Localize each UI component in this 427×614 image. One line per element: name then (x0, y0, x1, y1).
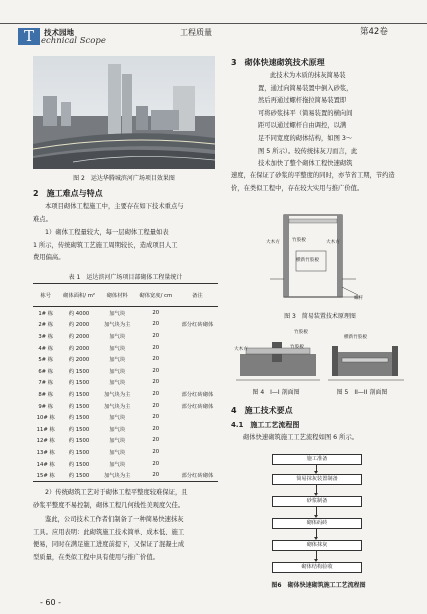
label-bolt: 螺杆 (354, 296, 364, 301)
table-cell: 10# 栋 (36, 415, 55, 422)
table-row (33, 307, 218, 319)
table-cell (177, 411, 218, 423)
table-row (33, 435, 218, 447)
table-cell: 3# 栋 (38, 333, 54, 340)
table-row (33, 365, 218, 377)
text-line: 速度，在保证了砂浆的平整度的同时，亦节省工期，节约造 (231, 172, 395, 179)
label-board4b: 竹胶板 (290, 345, 304, 350)
table-cell: 加气块 (109, 461, 126, 468)
text-line: 此技术为木质的抹灰简易装 (270, 72, 346, 79)
text-line: 1 所示，传统砌筑工艺施工周期较长，造成项目人工 (33, 241, 178, 249)
table-cell: 部分红砖砌体 (181, 403, 214, 410)
table-cell: 约 1500 (68, 403, 90, 410)
table-cell: 20 (152, 379, 160, 386)
table-cell: 加气块为主 (103, 391, 131, 398)
text-line: 价，在类似工程中，存在较大实用与推广价值。 (231, 184, 364, 192)
table-cell: 2# 栋 (38, 322, 54, 329)
text-line: 鉴此，公司技术工作者们制备了一种简易快速抹灰 (45, 516, 184, 523)
figure3-caption: 图 3 简易装置技术原理图 (284, 313, 356, 320)
table-cell: 约 1500 (68, 368, 90, 375)
table-cell: 约 2000 (68, 333, 90, 340)
figure2-photo (33, 56, 215, 169)
table-cell (177, 435, 218, 447)
figure5-caption: 图 5 II—II 剖面图 (336, 389, 388, 396)
table-cell: 部分红砖砌体 (177, 469, 218, 481)
section2-heading: 2 施工难点与特点 (33, 189, 103, 198)
table-cell (177, 377, 218, 389)
table-cell: 约 1500 (68, 438, 90, 445)
table-row (33, 411, 218, 423)
flow-step: 砂浆制备 (272, 496, 362, 507)
text-line: 置，通过向简易装置中倒入砂浆， (258, 84, 353, 92)
table-header: 备注 (177, 284, 218, 307)
table-cell: 约 4000 (68, 310, 90, 317)
table-cell: 约 2000 (68, 357, 90, 364)
table-cell (177, 365, 218, 377)
table-row (33, 458, 218, 470)
section3-continuation (231, 170, 411, 195)
table-cell: 约 1500 (68, 461, 90, 468)
section4-para: 砌体快速砌筑施工工艺流程如图 6 所示。 (243, 434, 359, 441)
label-board-top: 竹胶板 (292, 238, 306, 243)
table-cell (177, 353, 218, 365)
table-row (33, 342, 218, 354)
table-cell: 加气块 (109, 426, 126, 433)
text-line: 费用偏高。 (33, 254, 65, 262)
flow-arrow (316, 484, 317, 494)
text-line: 2）传统砌筑工艺对于砌体工程平整度较难保证，且 (45, 489, 188, 496)
table-cell: 加气块为主 (103, 322, 131, 329)
table-cell: 20 (152, 332, 160, 339)
table-cell: 15# 栋 (33, 469, 58, 481)
section2-para2 (33, 227, 218, 265)
text-line: 1）砌体工程量较大，每一层砌体工程量如表 (45, 229, 169, 236)
table-cell: 14# 栋 (36, 461, 55, 468)
section2-para1 (33, 201, 218, 226)
table-cell: 约 1500 (68, 415, 90, 422)
table-header: 砌体面积/ m² (58, 284, 99, 307)
text-line: 难点。 (33, 215, 52, 223)
section-title-cn: 技术园地 (44, 28, 74, 37)
table-cell: 9# 栋 (38, 403, 54, 410)
text-line: 便易，同时在满足施工进度前提下，又保证了混凝土成 (33, 541, 185, 549)
section4-heading: 4 施工技术要点 (231, 406, 293, 415)
table-row (33, 446, 218, 458)
table-cell: 20 (152, 356, 160, 363)
table-cell (177, 307, 218, 319)
journal-title: 工程质量 (180, 28, 212, 37)
table-row (33, 353, 218, 365)
table-cell (177, 330, 218, 342)
table-cell: 20 (152, 437, 160, 444)
label-wood-left: 大木方 (266, 240, 280, 245)
table-cell: 20 (152, 448, 160, 455)
table-header: 砌体宽度/ cm (135, 284, 177, 307)
text-line: 型质量，在类似工程中具有使用与推广价值。 (33, 553, 159, 561)
table-cell: 加气块 (109, 357, 126, 364)
para3 (33, 487, 218, 512)
section3-para (258, 70, 408, 171)
table-row (33, 423, 218, 435)
table-cell: 5# 栋 (38, 357, 54, 364)
table-cell (177, 342, 218, 354)
table-cell: 约 2000 (68, 322, 90, 329)
text-line: 可将砂浆抹平（简易装置的横向间 (258, 109, 353, 117)
text-line: 本项目砌体工程施工中，主要存在如下技术重点与 (45, 203, 184, 210)
table1-caption: 表 1 运达滨河广场项目部砌体工程量统计 (68, 274, 183, 281)
label-board5: 横新竹胶板 (344, 335, 367, 340)
figure2-caption: 图 2 运达华腾城滨河广场项目效果图 (73, 175, 175, 182)
table-header: 栋号 (33, 284, 58, 307)
table-cell: 加气块为主 (100, 469, 135, 481)
section3-heading: 3 砌体快速砌筑技术原理 (231, 58, 325, 67)
table-cell: 加气块 (109, 449, 126, 456)
table-cell: 4# 栋 (38, 345, 54, 352)
table-header: 砌体材料 (100, 284, 135, 307)
table-row (33, 400, 218, 412)
text-line: 图 5 所示）。较传统抹灰刀而言，此 (258, 147, 358, 155)
figure3-diagram (266, 207, 370, 307)
label-wood4: 大木方 (234, 347, 248, 352)
table-cell: 20 (152, 402, 160, 409)
flow-step: 砌体结构验收 (272, 562, 362, 573)
table-cell: 20 (152, 425, 160, 432)
subsection-heading: 4.1 施工工艺流程图 (231, 421, 300, 429)
table-cell: 加气块 (109, 345, 126, 352)
table-cell: 20 (152, 344, 160, 351)
volume-label: 第42卷 (360, 27, 388, 37)
para4 (33, 514, 218, 564)
flow-step: 砌体码砖 (272, 518, 362, 529)
header-rule (0, 23, 427, 24)
table-cell: 7# 栋 (38, 380, 54, 387)
table-cell (177, 446, 218, 458)
table-cell: 部分红砖砌体 (181, 322, 214, 329)
figure4-caption: 图 4 I—I 剖面图 (252, 389, 300, 396)
table-cell: 约 1500 (68, 380, 90, 387)
table-cell: 20 (135, 469, 177, 481)
table-cell: 20 (152, 367, 160, 374)
flow-arrow (316, 528, 317, 538)
table-row (33, 469, 218, 481)
table-cell: 约 2000 (68, 345, 90, 352)
table-cell: 13# 栋 (36, 449, 55, 456)
table-cell (177, 423, 218, 435)
label-board-mid: 横新竹胶板 (296, 258, 319, 263)
table-row (33, 388, 218, 400)
table-cell: 20 (152, 414, 160, 421)
flow-arrow (316, 506, 317, 516)
text-line: 然后再通过螺杆拖拉简易装置即 (258, 97, 347, 105)
table1 (33, 283, 218, 482)
table-cell: 加气块 (109, 438, 126, 445)
figure6-caption: 图6 砌体快速砌筑施工工艺流程图 (271, 582, 366, 589)
text-line: 工具。应用表明：此砌筑施工技术简单、成本低、施工 (33, 528, 185, 536)
label-wood-right: 大木方 (326, 240, 340, 245)
section-title-en: echnical Scope (41, 36, 106, 46)
table-cell (177, 458, 218, 470)
table-cell: 加气块 (109, 368, 126, 375)
table-cell: 加气块 (109, 310, 126, 317)
table-cell: 约 1500 (68, 391, 90, 398)
text-line: 足不同宽度的砌体结构，如图 3～ (258, 134, 353, 142)
table-cell: 20 (152, 460, 160, 467)
text-line: 距可以通过螺杆自由调控，以满 (258, 122, 347, 130)
flow-step: 施工准备 (272, 454, 362, 465)
flow-step: 简易抹灰装置制备 (272, 474, 362, 485)
figure4-5-diagrams (232, 326, 412, 384)
flow-arrow (316, 464, 317, 472)
page-number: - 60 - (40, 598, 62, 607)
table-cell: 加气块 (109, 333, 126, 340)
table-row (33, 377, 218, 389)
table-cell: 部分红砖砌体 (181, 391, 214, 398)
table-cell: 11# 栋 (36, 426, 55, 433)
table-cell: 20 (152, 309, 160, 316)
table-cell: 8# 栋 (38, 391, 54, 398)
table-cell: 约 1500 (68, 426, 90, 433)
label-board4: 竹胶板 (294, 330, 308, 335)
table-cell: 加气块 (109, 380, 126, 387)
table-cell: 加气块为主 (103, 403, 131, 410)
table-row (33, 330, 218, 342)
table-cell: 6# 栋 (38, 368, 54, 375)
text-line: 砂浆平整度不易控制，砌体工程几何线性美观度欠佳。 (33, 501, 185, 509)
table-row (33, 319, 218, 331)
table-cell: 约 1500 (68, 449, 90, 456)
text-line: 技术加快了整个砌体工程快速砌筑 (258, 160, 353, 168)
flow-arrow (316, 550, 317, 560)
table-cell: 约 1500 (58, 469, 99, 481)
table-cell: 20 (152, 321, 160, 328)
table-cell: 1# 栋 (38, 310, 54, 317)
table-cell: 加气块 (109, 415, 126, 422)
table-cell: 20 (152, 390, 160, 397)
section-logo-letter: T (23, 27, 34, 45)
table-cell: 12# 栋 (36, 438, 55, 445)
flow-step: 砌体抹灰 (272, 540, 362, 551)
